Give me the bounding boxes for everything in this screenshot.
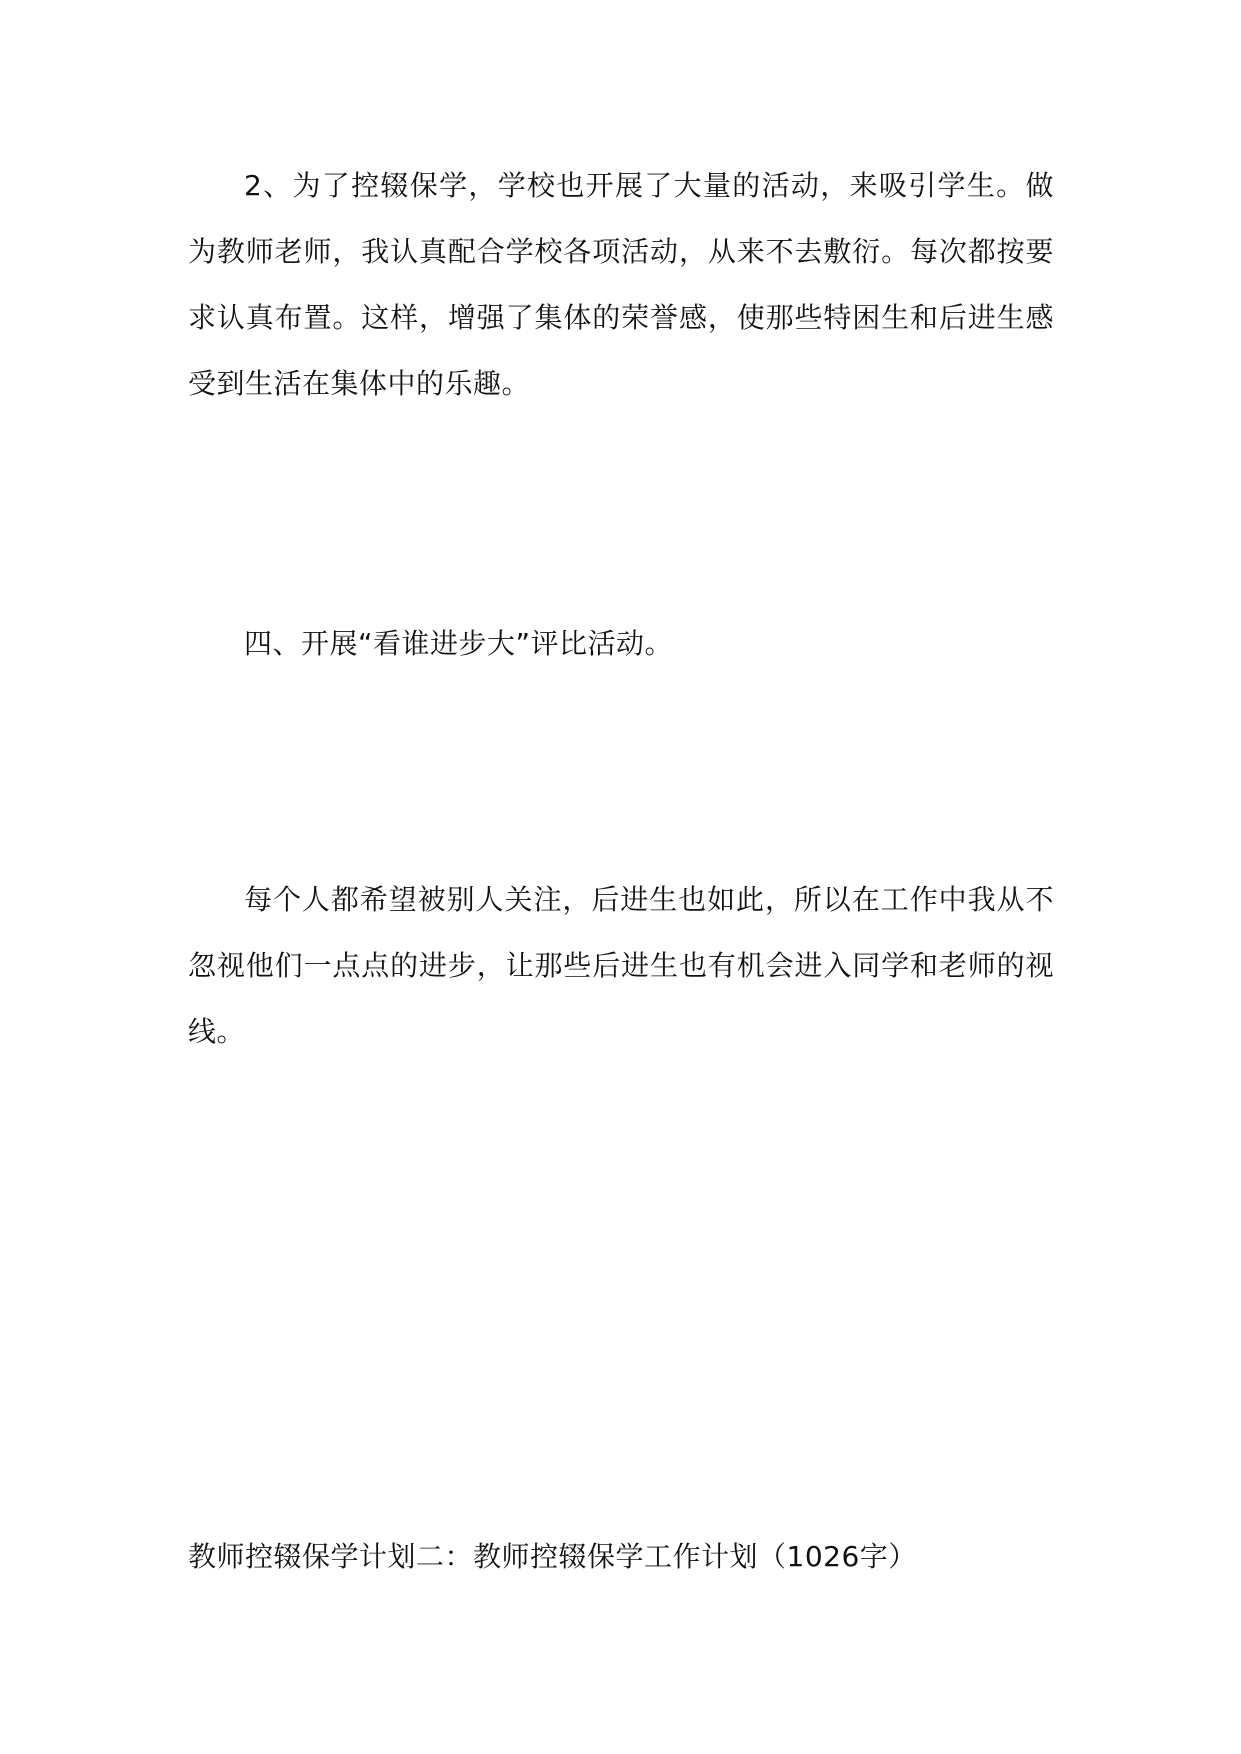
- paragraph-section-four: 四、开展“看谁进步大”评比活动。: [244, 627, 674, 660]
- section-title: 教师控辍保学计划二：教师控辍保学工作计划（1026字）: [188, 1540, 917, 1573]
- paragraph-activities: 2、为了控辍保学，学校也开展了大量的活动，来吸引学生。做为教师老师，我认真配合学校各项活动，从来不去敷衍。每次都按要求认真布置。这样，增强了集体的荣誉感，使那些特困生和后进生感受到生活在集体中的乐趣。: [188, 169, 1054, 400]
- paragraph-attention: 每个人都希望被别人关注，后进生也如此，所以在工作中我从不忽视他们一点点的进步，让那些后进生也有机会进入同学和老师的视线。: [188, 883, 1054, 1048]
